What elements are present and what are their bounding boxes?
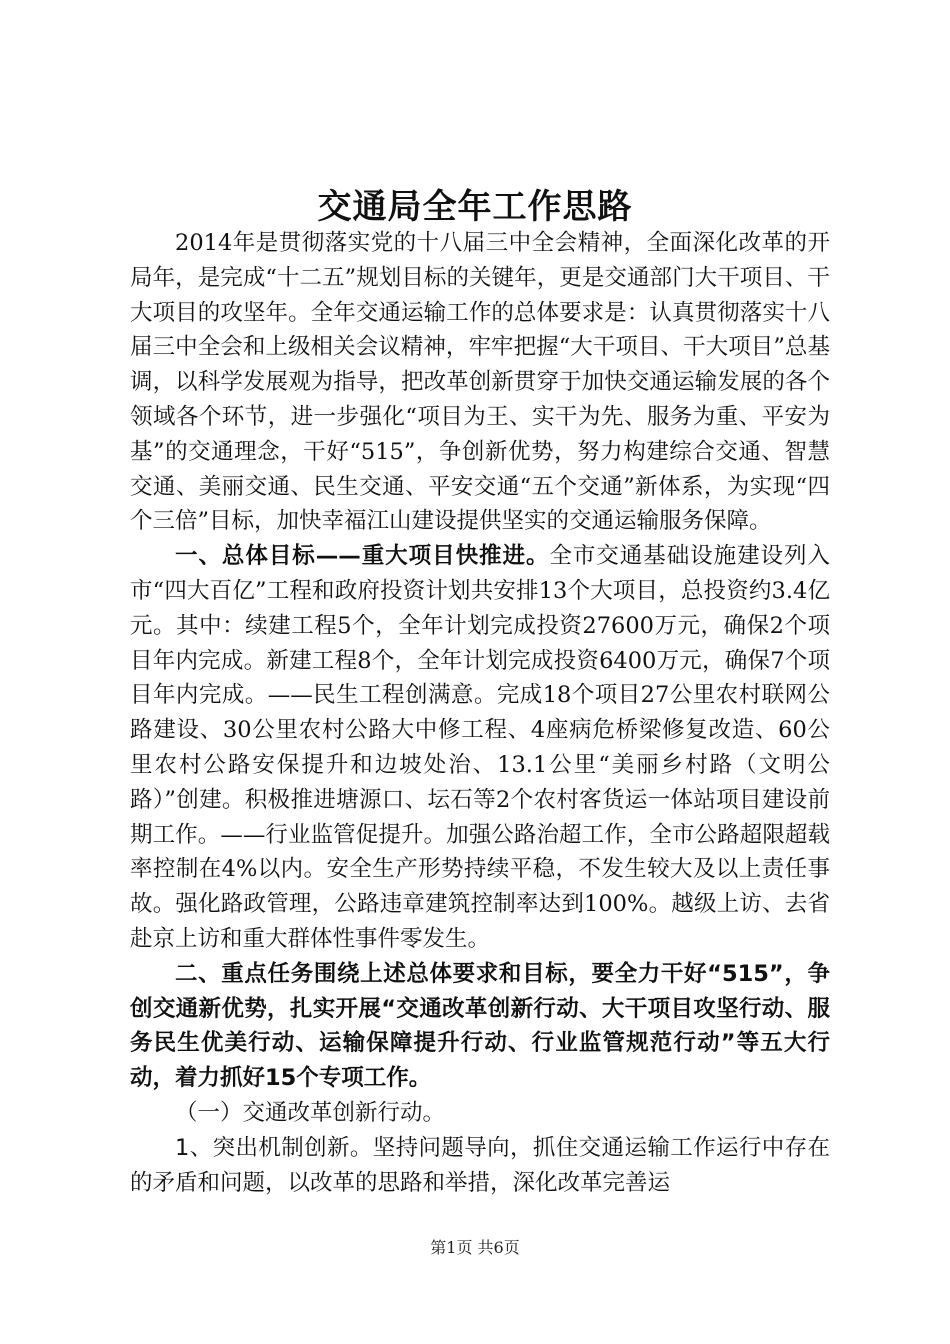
overall-goals-text: 全市交通基础设施建设列入市“四大百亿”工程和政府投资计划共安排13个大项目，总投资约3.4亿元。其中：续建工程5个，全年计划完成投资27600万元，确保2个项目年内完成。新建工程8个，全年计划完成投资6400万元，确保7个项目年内完成。——民生工程创满意。完成18个项目27公里农村联网公路建设、30公里农村公路大中修工程、4座病危桥梁修复改造、60公里农村公路安保提升和边坡处治、13.1公里“美丽乡村路（文明公路）”创建。积极推进塘源口、坛石等2个农村客货运一体站项目建设前期工作。——行业监管促提升。加强公路治超工作，全市公路超限超载率控制在4%以内。安全生产形势持续平稳，不发生较大及以上责任事故。强化路政管理，公路违章建筑控制率达到100%。越级上访、去省赴京上访和重大群体性事件零发生。: [130, 543, 830, 952]
key-tasks-paragraph: 二、重点任务围绕上述总体要求和目标，要全力干好“515”，争创交通新优势，扎实开展“交通改革创新行动、大干项目攻坚行动、服务民生优美行动、运输保障提升行动、行业监管规范行动”等五大行动，着力抓好15个专项工作。: [130, 960, 830, 1092]
page-number-footer: 第1页 共6页: [430, 1238, 520, 1257]
section-heading-reform: （一）交通改革创新行动。: [175, 1099, 446, 1126]
overall-goals-paragraph: [130, 539, 830, 957]
mechanism-innovation-text: 坚持问题导向，抓住交通运输工作运行中存在的矛盾和问题，以改革的思路和举措，深化改革完善运: [130, 1134, 830, 1196]
mechanism-innovation-paragraph: [130, 1131, 830, 1201]
intro-paragraph: 2014年是贯彻落实党的十八届三中全会精神，全面深化改革的开局年，是完成“十二五”规划目标的关键年，更是交通部门大干项目、干大项目的攻坚年。全年交通运输工作的总体要求是：认真贯彻落实十八届三中全会和上级相关会议精神，牢牢把握“大干项目、干大项目”总基调，以科学发展观为指导，把改革创新贯穿于加快交通运输发展的各个领域各个环节，进一步强化“项目为王、实干为先、服务为重、平安为基”的交通理念，干好“515”，争创新优势，努力构建综合交通、智慧交通、美丽交通、民生交通、平安交通“五个交通”新体系，为实现“四个三倍”目标，加快幸福江山建设提供坚实的交通运输服务保障。: [130, 230, 830, 535]
mechanism-innovation-heading: 1、突出机制创新。: [175, 1134, 373, 1161]
document-body: [130, 226, 830, 1200]
overall-goals-heading: 一、总体目标——重大项目快推进。: [175, 543, 550, 570]
document-title: 交通局全年工作思路: [317, 187, 633, 227]
